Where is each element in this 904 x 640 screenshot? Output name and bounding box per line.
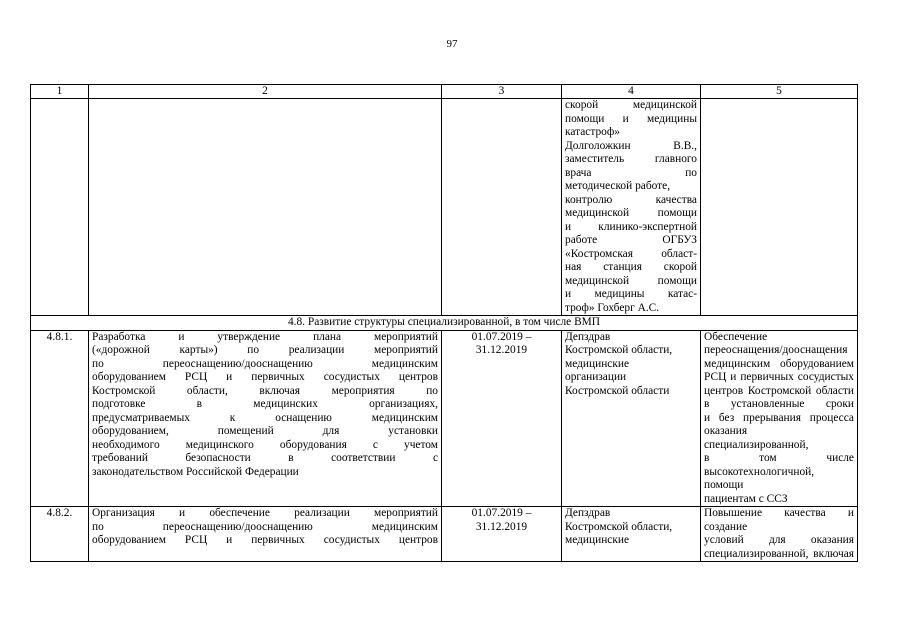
column-number: 5	[701, 85, 858, 99]
text-line: законодательством Российской Федерации	[92, 465, 299, 478]
text-line: Костромской области, включая мероприятия по	[92, 384, 438, 397]
text-line: 01.07.2019 –	[471, 330, 532, 343]
text-line: медицинские	[565, 357, 630, 370]
text-line: оборудованием РСЦ и первичных сосудистых центров	[92, 371, 438, 383]
column-number: 3	[442, 85, 562, 99]
executor-cell	[562, 99, 701, 316]
text-line: Обеспечение	[704, 330, 768, 343]
table-row	[31, 507, 858, 562]
text-line: («дорожной карты») по реализации мероприятий	[92, 344, 438, 356]
text-line: медицинской помощи	[565, 207, 697, 219]
text-line: скорой медицинской	[565, 99, 697, 111]
text-line: Депздрав	[565, 507, 611, 519]
text-line: по переоснащению/дооснащению медицинским	[92, 520, 438, 533]
text-line: и медицины катас-	[565, 288, 697, 300]
text-line: «Костромская област-	[565, 247, 697, 260]
text-line: медицинские	[565, 534, 630, 546]
column-number: 2	[89, 85, 442, 99]
text-line: работе ОГБУЗ	[565, 234, 697, 246]
text-line: Повышение качества и создание	[704, 507, 854, 533]
text-line: и клинико-экспертной	[565, 220, 697, 233]
text-line: Костромской области,	[565, 520, 673, 533]
text-line: условий для оказания	[704, 534, 854, 546]
text-line: высокотехнологичной, помощи	[704, 465, 815, 491]
text-line: в установленные сроки	[704, 398, 854, 410]
section-title: 4.8. Развитие структуры специализированной, в том числе ВМП	[31, 316, 858, 331]
empty-cell	[31, 99, 89, 316]
text-line: в том числе	[704, 452, 854, 464]
page-number: 97	[446, 38, 458, 50]
text-line: помощи и медицины	[565, 112, 697, 125]
text-line: центров Костромской области	[704, 384, 854, 397]
text-line: организации	[565, 371, 627, 383]
text-line: РСЦ и первичных сосудистых	[704, 371, 854, 383]
row-number: 4.8.1.	[31, 330, 89, 507]
text-line: медицинским оборудованием	[704, 357, 854, 370]
activity-cell	[89, 330, 442, 507]
text-line: врача по	[565, 166, 697, 179]
column-number: 1	[31, 85, 89, 99]
text-line: катастроф»	[565, 126, 620, 138]
text-line: необходимого медицинского оборудования с учетом	[92, 438, 438, 451]
table-row	[31, 330, 858, 507]
text-line: методической работе,	[565, 180, 671, 192]
column-number: 4	[562, 85, 701, 99]
text-line: пациентам с ССЗ	[704, 492, 788, 505]
text-line: оборудованием РСЦ и первичных сосудистых центров	[92, 534, 438, 546]
text-line: медицинской помощи	[565, 274, 697, 287]
text-line: оказания специализированной,	[704, 425, 809, 451]
text-line: подготовке в медицинских организациях,	[92, 398, 438, 410]
executor-cell	[562, 330, 701, 507]
activity-cell	[89, 507, 442, 562]
section-row	[31, 316, 858, 331]
text-line: переоснащения/дооснащения	[704, 344, 848, 356]
measures-table	[30, 84, 858, 562]
text-line: и без прерывания процесса	[704, 411, 854, 424]
text-line: предусматриваемых к оснащению медицинским	[92, 411, 438, 424]
empty-cell	[701, 99, 858, 316]
text-line: специализированной, включая	[704, 547, 854, 560]
empty-cell	[89, 99, 442, 316]
text-line: требований безопасности в соответствии с	[92, 452, 438, 464]
empty-cell	[442, 99, 562, 316]
period-cell	[442, 330, 562, 507]
row-number: 4.8.2.	[31, 507, 89, 562]
text-line: оборудованием, помещений для установки	[92, 425, 438, 437]
text-line: Организация и обеспечение реализации мероприятий	[92, 507, 438, 519]
text-line: Костромской области,	[565, 344, 673, 356]
text-line: Разработка и утверждение плана мероприятий	[92, 330, 438, 343]
text-line: контролю качества	[565, 193, 697, 206]
text-line: 31.12.2019	[475, 344, 528, 356]
text-line: троф» Гохберг А.С.	[565, 301, 660, 314]
continuation-row	[31, 99, 858, 316]
text-line: 01.07.2019 –	[471, 507, 532, 519]
text-line: по переоснащению/дооснащению медицинским	[92, 357, 438, 370]
executor-cell	[562, 507, 701, 562]
column-number-row	[31, 85, 858, 99]
result-cell	[701, 507, 858, 562]
text-line: ная станция скорой	[565, 261, 697, 273]
text-line: Костромской области	[565, 384, 670, 397]
period-cell	[442, 507, 562, 562]
text-line: 31.12.2019	[475, 520, 528, 533]
text-line: Депздрав	[565, 330, 611, 343]
result-cell	[701, 330, 858, 507]
text-line: Долголожкин В.В.,	[565, 139, 697, 152]
text-line: заместитель главного	[565, 153, 697, 165]
